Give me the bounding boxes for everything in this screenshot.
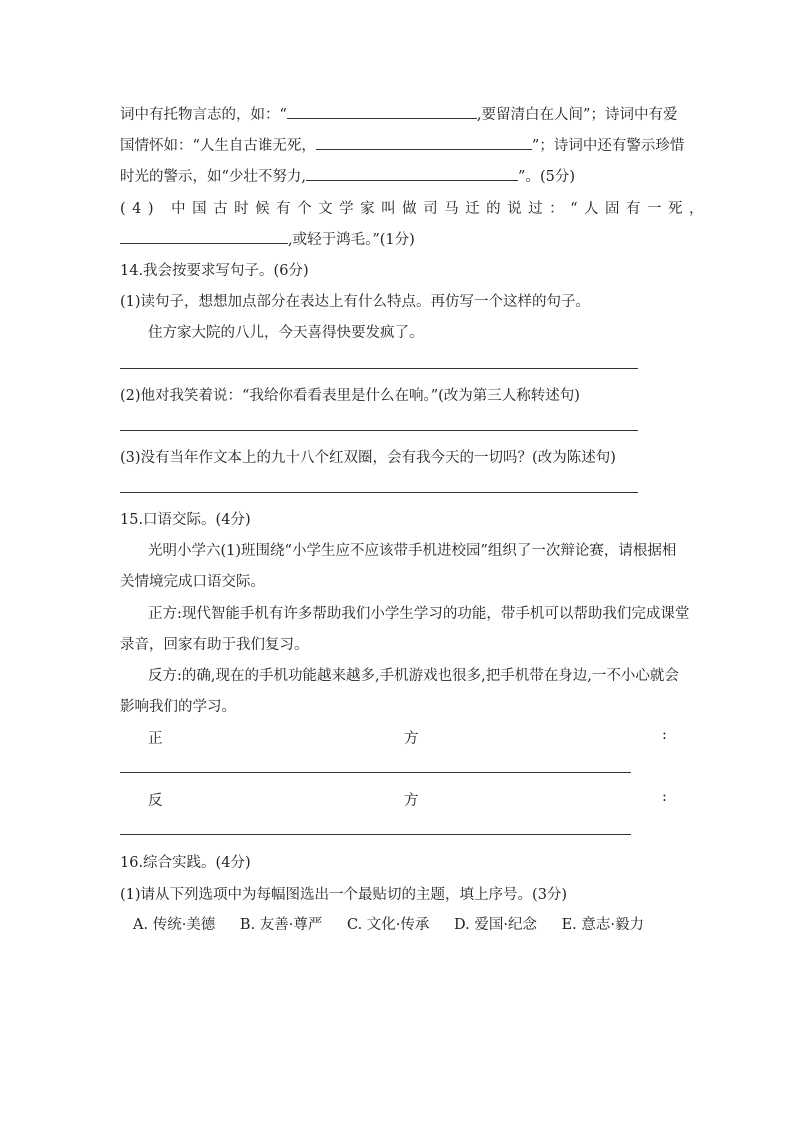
answer-line[interactable] (120, 430, 638, 431)
q13-text-2b: ”；诗词中还有警示珍惜 (531, 138, 685, 154)
answer-blank[interactable] (306, 166, 518, 181)
q14-sub-1: (1)读句子，想想加点部分在表达上有什么特点。再仿写一个这样的句子。 (120, 294, 591, 310)
pro-answer-line[interactable] (120, 772, 631, 773)
option-b: B. 友善·尊严 (239, 917, 323, 933)
q14-sub-2: (2)他对我笑着说：“我给你看看表里是什么在响。”(改为第三人称转述句) (120, 388, 580, 404)
answer-line[interactable] (120, 368, 638, 369)
con-answer-line[interactable] (120, 834, 631, 835)
con-side-colon: : (662, 789, 667, 805)
q13-text-1a: 词中有托物言志的，如：“ (120, 107, 287, 123)
answer-blank[interactable] (287, 104, 477, 119)
q13-line-1 (120, 103, 677, 124)
q15-context-a: 光明小学六(1)班围绕“小学生应不应该带手机进校园”组织了一次辩论赛，请根据相 (148, 543, 677, 559)
q13-text-3b: ”。(5分) (518, 169, 575, 185)
pro-side-label-fang: 方 (404, 731, 419, 747)
q13-text-3a: 时光的警示，如“少壮不努力, (120, 169, 307, 185)
q13-line-3 (120, 165, 575, 186)
q13-text-5b: ,或轻于鸿毛。”(1分) (288, 232, 415, 248)
q15-context-b: 关情境完成口语交际。 (120, 574, 265, 590)
q13-line-4: (4) 中国古时候有个文学家叫做司马迁的说过：“人固有一死， (120, 201, 711, 217)
option-c: C. 文化·传承 (347, 917, 430, 933)
answer-line[interactable] (120, 492, 638, 493)
option-d: D. 爱国·纪念 (454, 917, 537, 933)
con-side-label: 反 (148, 793, 163, 809)
q13-text-2a: 国情怀如：“人生自古谁无死， (120, 138, 316, 154)
q15-pro-b: 录音，回家有助于我们复习。 (120, 637, 309, 653)
pro-side-colon: : (662, 727, 667, 743)
pro-side-label: 正 (148, 731, 163, 747)
q15-title: 15.口语交际。(4分) (120, 512, 251, 528)
q15-pro-a: 正方:现代智能手机有许多帮助我们小学生学习的功能，带手机可以帮助我们完成课堂 (148, 606, 690, 622)
q13-text-1b: ,要留清白在人间”；诗词中有爱 (476, 107, 678, 123)
q13-line-5 (120, 228, 415, 249)
q16-title: 16.综合实践。(4分) (120, 855, 251, 871)
q16-sub-1: (1)请从下列选项中为每幅图选出一个最贴切的主题，填上序号。(3分) (120, 887, 568, 903)
answer-blank[interactable] (120, 229, 288, 244)
option-a: A. 传统·美德 (133, 917, 216, 933)
q14-title: 14.我会按要求写句子。(6分) (120, 263, 309, 279)
q15-con-b: 影响我们的学习。 (120, 699, 236, 715)
answer-blank[interactable] (316, 135, 532, 150)
q14-example-sentence: 住方家大院的八儿，今天喜得快要发疯了。 (148, 325, 424, 341)
q15-con-a: 反方:的确,现在的手机功能越来越多,手机游戏也很多,把手机带在身边,一不小心就会 (148, 668, 679, 684)
q16-options (133, 913, 644, 934)
q13-line-2 (120, 134, 684, 155)
option-e: E. 意志·毅力 (561, 917, 644, 933)
q14-sub-3: (3)没有当年作文本上的九十八个红双圈，会有我今天的一切吗？(改为陈述句) (120, 450, 616, 466)
con-side-label-fang: 方 (404, 793, 419, 809)
